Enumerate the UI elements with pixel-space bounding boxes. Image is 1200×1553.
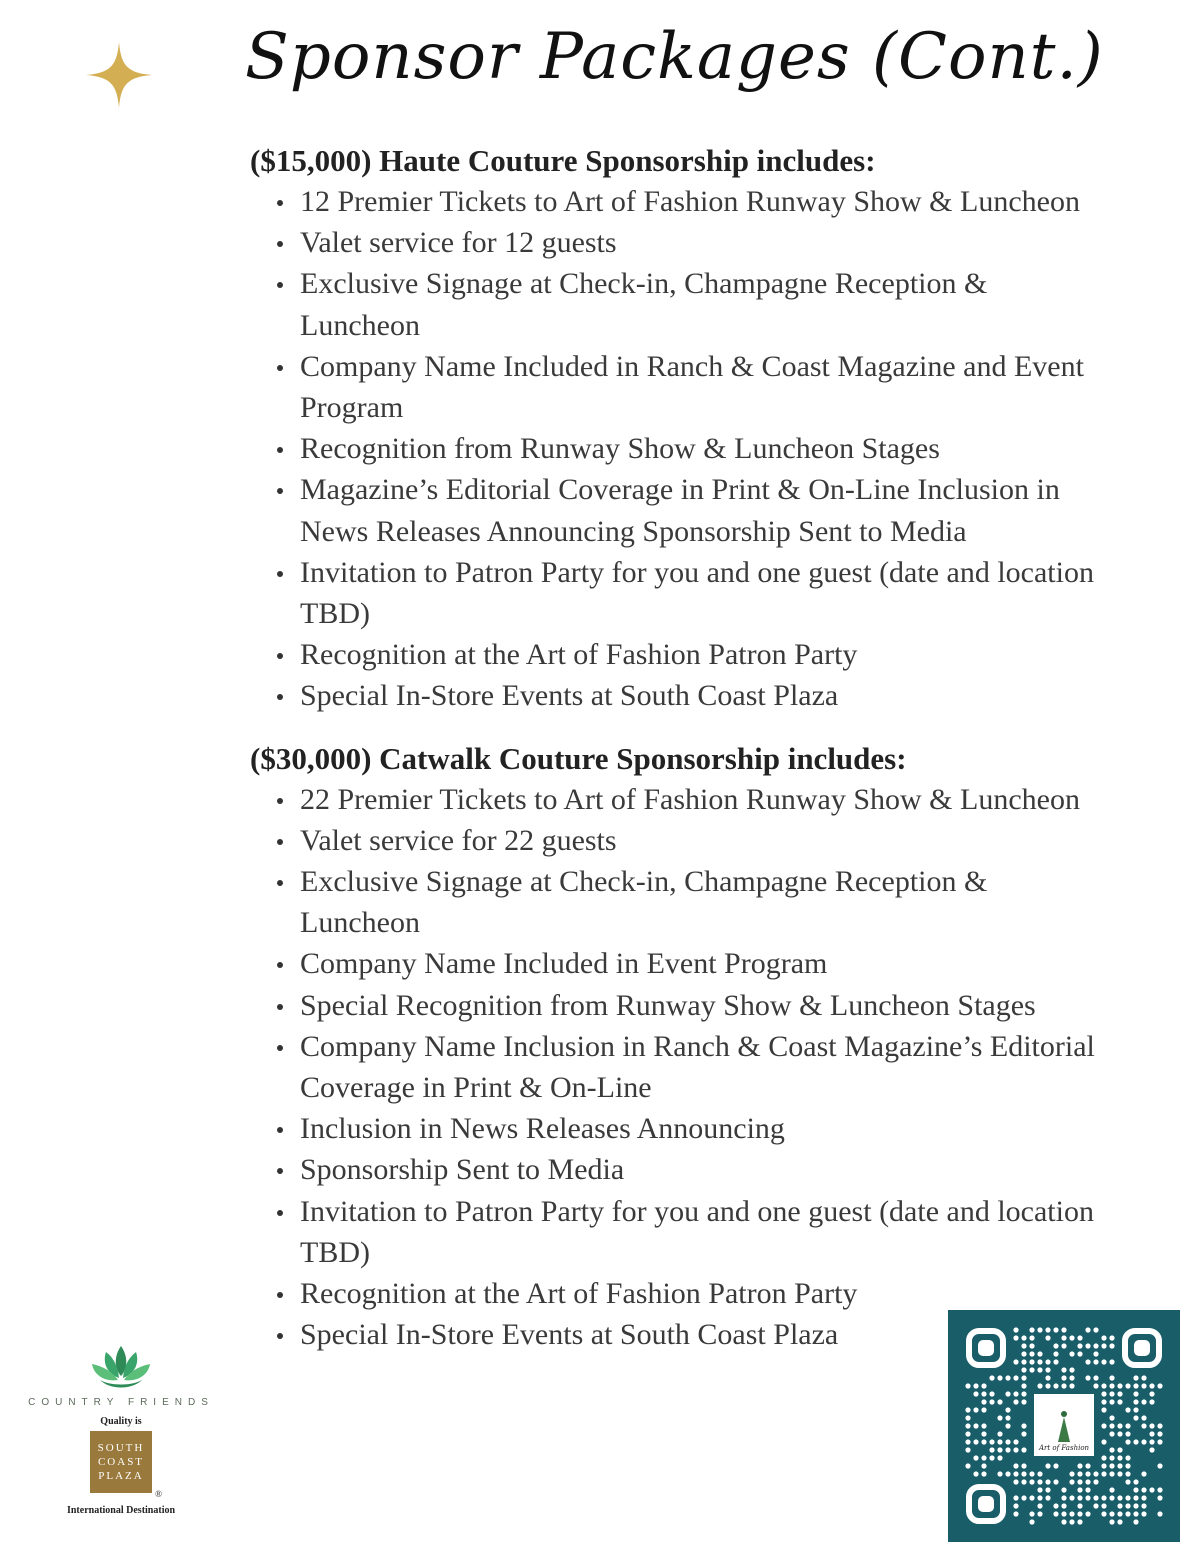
scp-line: PLAZA <box>98 1470 144 1482</box>
benefit-item: Special Recognition from Runway Show & Luncheon Stages <box>300 985 1110 1026</box>
benefit-item: Exclusive Signage at Check-in, Champagne Reception & Luncheon <box>300 263 1110 345</box>
benefit-item: Magazine’s Editorial Coverage in Print & On-Line Inclusion in News Releases Announcing Sponsorship Sent to Media <box>300 469 1110 551</box>
sponsor-packages <box>250 140 1110 1355</box>
package-heading: ($30,000) Catwalk Couture Sponsorship includes: <box>250 740 907 776</box>
benefit-item: Valet service for 12 guests <box>300 222 1110 263</box>
sparkle-star-icon <box>86 42 152 108</box>
art-of-fashion-logo <box>1034 1394 1094 1456</box>
benefit-item: Company Name Included in Ranch & Coast Magazine and Event Program <box>300 346 1110 428</box>
package-catwalk-couture <box>250 738 1110 1356</box>
package-heading: ($15,000) Haute Couture Sponsorship includes: <box>250 143 876 178</box>
benefit-item: Special In-Store Events at South Coast Plaza <box>300 675 1110 716</box>
quality-is-label: Quality is <box>100 1416 142 1427</box>
benefit-item: Recognition at the Art of Fashion Patron Party <box>300 1273 1110 1314</box>
benefit-item: Exclusive Signage at Check-in, Champagne Reception & Luncheon <box>300 861 1110 943</box>
country-friends-leaf-icon <box>86 1340 156 1395</box>
benefit-item: Invitation to Patron Party for you and one guest (date and location TBD) <box>300 552 1110 634</box>
benefit-item: Recognition from Runway Show & Luncheon Stages <box>300 428 1110 469</box>
sponsor-logos <box>28 1340 214 1516</box>
benefit-item: Invitation to Patron Party for you and one guest (date and location TBD) <box>300 1191 1110 1273</box>
south-coast-plaza-logo <box>90 1431 162 1499</box>
fashion-figure-icon <box>1054 1410 1074 1444</box>
benefit-list <box>250 181 1110 717</box>
scp-line: SOUTH <box>97 1442 145 1454</box>
benefit-item: 22 Premier Tickets to Art of Fashion Runway Show & Luncheon <box>300 779 1110 820</box>
benefit-list <box>250 779 1110 1356</box>
benefit-item: 12 Premier Tickets to Art of Fashion Runway Show & Luncheon <box>300 181 1110 222</box>
benefit-item: Company Name Included in Event Program <box>300 943 1110 984</box>
benefit-item: Special In-Store Events at South Coast Plaza <box>300 1314 1110 1355</box>
package-haute-couture <box>250 140 1110 717</box>
qr-code[interactable] <box>948 1310 1180 1542</box>
benefit-item: Sponsorship Sent to Media <box>300 1149 1110 1190</box>
registered-mark: ® <box>155 1489 162 1499</box>
benefit-item: Inclusion in News Releases Announcing <box>300 1108 1110 1149</box>
scp-line: COAST <box>97 1456 145 1468</box>
page-title: Sponsor Packages (Cont.) <box>245 20 1104 94</box>
benefit-item: Recognition at the Art of Fashion Patron Party <box>300 634 1110 675</box>
country-friends-name: COUNTRY FRIENDS <box>28 1397 214 1408</box>
benefit-item: Company Name Inclusion in Ranch & Coast Magazine’s Editorial Coverage in Print & On-Line <box>300 1026 1110 1108</box>
international-destination-label: International Destination <box>66 1505 176 1516</box>
qr-logo-label: Art of Fashion <box>1038 1444 1090 1452</box>
benefit-item: Valet service for 22 guests <box>300 820 1110 861</box>
